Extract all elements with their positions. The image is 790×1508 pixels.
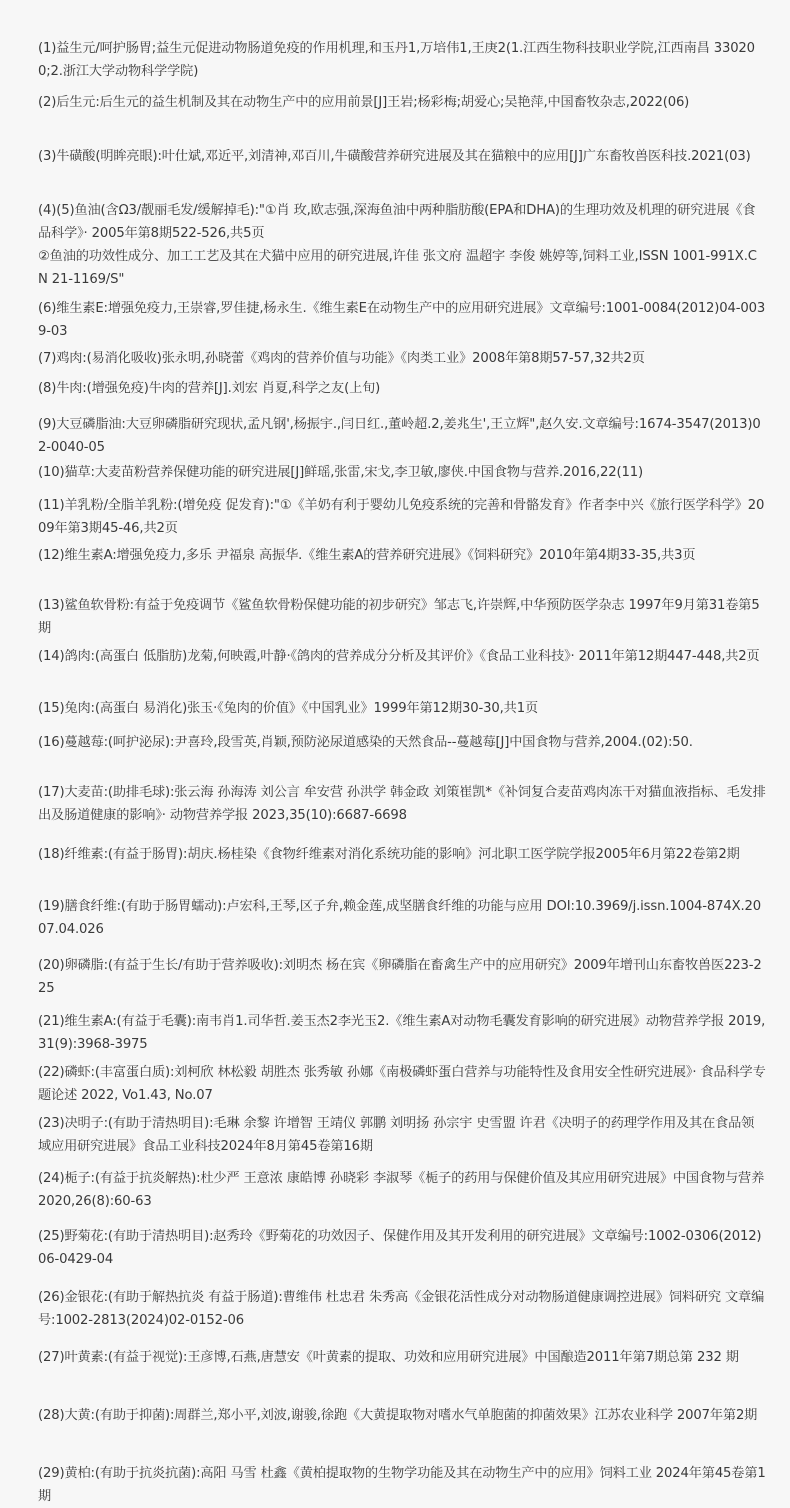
reference-item-12: (12)维生素A:增强免疫力,多乐 尹福泉 高振华.《维生素A的营养研究进展》《饲料研究》2010年第4期33-35,共3页 (38, 548, 696, 563)
reference-item-10: (10)猫草:大麦苗粉营养保健功能的研究进展[J]鲜瑶,张雷,宋戈,李卫敏,廖侠.中国食物与营养.2016,22(11) (38, 465, 644, 480)
reference-item-17: (17)大麦苗:(助排毛球):张云海 孙海涛 刘公言 牟安营 孙洪学 韩金政 刘策崔凯*《补饲复合麦苗鸡肉冻干对猫血液指标、毛发排出及肠道健康的影响》· 动物营养学报 2023,35(10):6687-6698 (38, 785, 766, 823)
reference-item-20: (20)卵磷脂:(有益于生长/有助于营养吸收):刘明杰 杨在宾《卵磷脂在畜禽生产中的应用研究》2009年增刊山东畜牧兽医223-225 (38, 958, 762, 996)
reference-item-21: (21)维生素A:(有益于毛囊):南韦肖1.司华哲.姜玉杰2李光玉2.《维生素A对动物毛囊发育影响的研究进展》动物营养学报 2019,31(9):3968-3975 (38, 1014, 766, 1052)
reference-item-1: (1)益生元/呵护肠胃;益生元促进动物肠道免疫的作用机理,和玉丹1,万培伟1,王庚2(1.江西生物科技职业学院,江西南昌 330200;2.浙江大学动物科学学院) (38, 41, 755, 79)
reference-item-3: (3)牛磺酸(明眸亮眼):叶仕斌,邓近平,刘清神,邓百川,牛磺酸营养研究进展及其在猫粮中的应用[J]广东畜牧兽医科技.2021(03) (38, 149, 751, 164)
reference-item-22: (22)磷虾:(丰富蛋白质):刘柯欣 林松毅 胡胜杰 张秀敏 孙娜《南极磷虾蛋白营养与功能特性及食用安全性研究进展》· 食品科学专题论述 2022, Vo1.43, No.07 (38, 1065, 766, 1103)
reference-item-14: (14)鸽肉:(高蛋白 低脂肪)龙菊,何映霞,叶静·《鸽肉的营养成分分析及其评价》《食品工业科技》· 2011年第12期447-448,共2页 (38, 649, 760, 664)
reference-item-26: (26)金银花:(有助于解热抗炎 有益于肠道):曹维伟 杜忠君 朱秀高《金银花活性成分对动物肠道健康调控进展》饲料研究 文章编号:1002-2813(2024)02-0152-06 (38, 1290, 765, 1328)
reference-item-27: (27)叶黄素:(有益于视觉):王彦博,石燕,唐慧安《叶黄素的提取、功效和应用研究进展》中国酿造2011年第7期总第 232 期 (38, 1350, 739, 1365)
reference-item-4-5: (4)(5)鱼油(含Ω3/靓丽毛发/缓解掉毛):"①肖 玫,欧志强,深海鱼油中两种脂肪酸(EPA和DHA)的生理功效及机理的研究进展《食品科学》· 2005年第8期522-526,共5页 ②鱼油的功效性成分、加工工艺及其在犬猫中应用的研究进展,许佳 张文府 温超字 李俊 姚婷等,饲料工业,ISSN 1001-991X.CN 21-1169/S" (38, 203, 757, 287)
reference-item-28: (28)大黄:(有助于抑菌):周群兰,郑小平,刘波,谢骏,徐跑《大黄提取物对嗜水气单胞菌的抑菌效果》江苏农业科学 2007年第2期 (38, 1408, 758, 1423)
reference-item-19: (19)膳食纤维:(有助于肠胃蠕动):卢宏科,王琴,区子弁,赖金莲,成坚膳食纤维的功能与应用 DOI:10.3969/j.issn.1004-874X.2007.04.026 (38, 899, 762, 937)
reference-item-25: (25)野菊花:(有助于清热明目):赵秀玲《野菊花的功效因子、保健作用及其开发利用的研究进展》文章编号:1002-0306(2012)06-0429-04 (38, 1229, 762, 1267)
reference-item-9: (9)大豆磷脂油:大豆卵磷脂研究现状,孟凡钢',杨振宇.,闫日红.,董岭超.2,姜兆生',王立辉",赵久安.文章编号:1674-3547(2013)02-0040-05 (38, 417, 761, 455)
reference-item-6: (6)维生素E:增强免疫力,王崇睿,罗佳捷,杨永生.《维生素E在动物生产中的应用研究进展》文章编号:1001-0084(2012)04-0039-03 (38, 301, 766, 339)
reference-item-18: (18)纤维素:(有益于肠胃):胡庆.杨桂染《食物纤维素对消化系统功能的影响》河北职工医学院学报2005年6月第22卷第2期 (38, 847, 740, 862)
reference-item-29: (29)黄柏:(有助于抗炎抗菌):高阳 马雪 杜鑫《黄柏提取物的生物学功能及其在动物生产中的应用》饲料工业 2024年第45卷第1期 (38, 1466, 766, 1504)
reference-item-8: (8)牛肉:(增强免疫)牛肉的营养[J].刘宏 肖夏,科学之友(上旬) (38, 381, 381, 396)
reference-item-24: (24)栀子:(有益于抗炎解热):杜少严 王意浓 康皓博 孙晓彩 李淑琴《栀子的药用与保健价值及其应用研究进展》中国食物与营养2020,26(8):60-63 (38, 1171, 765, 1209)
reference-item-11: (11)羊乳粉/全脂羊乳粉:(增免疫 促发育):"①《羊奶有利于婴幼儿免疫系统的完善和骨骼发育》作者李中兴《旅行医学科学》2009年第3期45-46,共2页 (38, 498, 765, 536)
reference-item-15: (15)兔肉:(高蛋白 易消化)张玉·《兔肉的价值》《中国乳业》1999年第12期30-30,共1页 (38, 701, 538, 716)
reference-item-16: (16)蔓越莓:(呵护泌尿):尹喜玲,段雪英,肖颖,预防泌尿道感染的天然食品--蔓越莓[J]中国食物与营养,2004.(02):50. (38, 735, 693, 750)
reference-item-13: (13)鲨鱼软骨粉:有益于免疫调节《鲨鱼软骨粉保健功能的初步研究》邹志飞,许崇辉,中华预防医学杂志 1997年9月第31卷第5期 (38, 598, 760, 636)
reference-item-7: (7)鸡肉:(易消化吸收)张永明,孙晓蕾《鸡肉的营养价值与功能》《肉类工业》2008年第8期57-57,32共2页 (38, 351, 645, 366)
reference-item-23: (23)决明子:(有助于清热明目):毛琳 余黎 许增智 王靖仪 郭鹏 刘明扬 孙宗宇 史雪盟 许君《决明子的药理学作用及其在食品领域应用研究进展》食品工业科技2024年8月第45卷第16期 (38, 1116, 755, 1154)
reference-item-2: (2)后生元:后生元的益生机制及其在动物生产中的应用前景[J]王岩;杨彩梅;胡爱心;吴艳萍,中国畜牧杂志,2022(06) (38, 95, 690, 110)
